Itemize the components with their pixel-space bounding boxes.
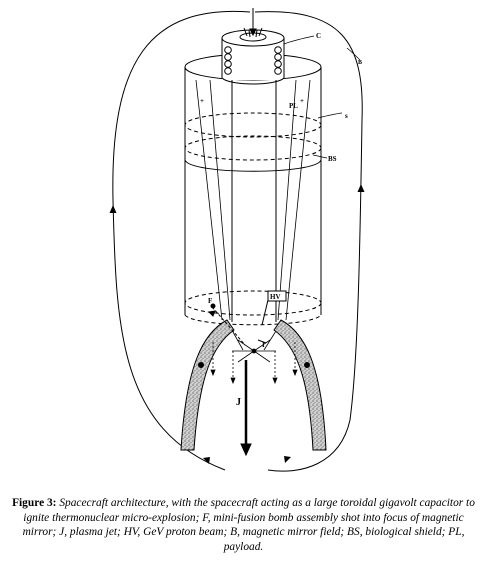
- label-c: C: [316, 32, 322, 40]
- plus-right: +: [300, 97, 304, 105]
- label-leaders: [284, 36, 363, 158]
- figure-caption: [10, 496, 477, 554]
- label-f: F: [208, 297, 213, 305]
- biological-shield-upper: [185, 113, 321, 137]
- biological-shield-middle: [185, 136, 321, 160]
- label-bs: BS: [328, 155, 337, 163]
- label-i: I: [262, 341, 265, 349]
- caption-prefix: Figure 3:: [12, 497, 57, 509]
- label-pl: PL: [289, 102, 298, 110]
- caption-text: Spacecraft architecture, with the spacecraft acting as a large toroidal gigavolt capacitor to ignite thermonuclear micro-explosion; F, mini-fusion bomb assembly shot into focus of magnetic mirror; J, plasma jet; HV, GeV proton beam; B, magnetic mirror field; BS, biological shield; PL, payload.: [22, 497, 475, 553]
- focus-region: [211, 340, 297, 383]
- field-arrow-bottom-right: [284, 456, 291, 463]
- central-column: [232, 80, 276, 322]
- plasma-jet-arrow: [241, 360, 251, 455]
- label-b: B: [358, 60, 363, 66]
- left-electrode-dot: [199, 363, 204, 368]
- beam-lines: [196, 80, 310, 350]
- right-electrode: [274, 320, 326, 450]
- label-hv: HV: [270, 293, 281, 301]
- plus-left: +: [200, 97, 204, 105]
- label-s: s: [345, 112, 348, 120]
- field-direction-arrows: [110, 184, 365, 464]
- field-arrow-left: [110, 205, 117, 213]
- spacecraft-body: [185, 54, 321, 325]
- mirror-electrodes: [181, 320, 326, 450]
- label-j: J: [236, 397, 241, 408]
- field-line-left: [113, 11, 250, 470]
- body-bottom-arc: [185, 315, 321, 325]
- hv-section-ellipse: [185, 291, 321, 315]
- right-electrode-dot: [305, 363, 310, 368]
- capacitor-top: [222, 30, 284, 84]
- field-arrow-right: [358, 184, 365, 192]
- left-electrode: [181, 320, 234, 450]
